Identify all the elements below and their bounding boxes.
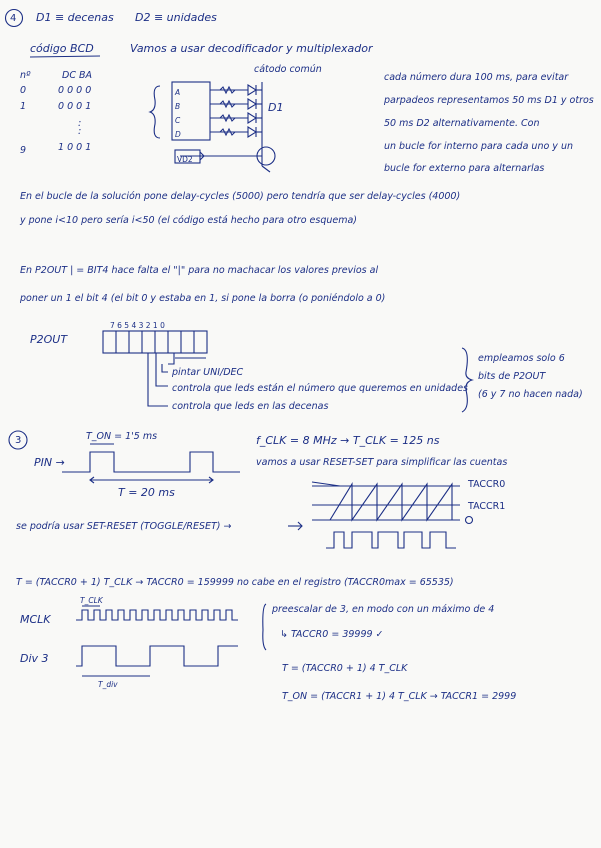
tclk-note: T_CLK <box>80 596 103 605</box>
mux-note-line: bucle for externo para alternarlas <box>384 163 545 174</box>
delay-line: poner un 1 el bit 4 (el bit 0 y estaba en 1, si pone la borra (o poniéndolo a 0) <box>20 293 386 304</box>
pin-label: PIN → <box>34 456 65 469</box>
section-4-number: 4 <box>10 13 17 24</box>
p2out-side: bits de P2OUT <box>478 371 546 382</box>
taccr0-value: ↳ TACCR0 = 39999 ✓ <box>280 629 384 640</box>
pin-b: B <box>175 102 181 111</box>
delay-line: y pone i<10 pero sería i<50 (el código está hecho para otro esquema) <box>20 215 358 226</box>
period-label: T = 20 ms <box>118 486 175 499</box>
delay-line: En P2OUT | = BIT4 hace falta el "|" para no machacar los valores previos al <box>20 265 379 276</box>
pin-waveform <box>62 452 240 472</box>
p2out-side: (6 y 7 no hacen nada) <box>478 389 583 400</box>
mux-note-line: cada número dura 100 ms, para evitar <box>384 72 569 83</box>
row-bits: 1 0 0 1 <box>58 142 92 153</box>
input-brace <box>150 86 160 138</box>
bcd-title: código BCD <box>30 42 94 55</box>
bit-numbers: 7 6 5 4 3 2 1 0 <box>110 321 165 330</box>
pin-d: D <box>175 130 181 139</box>
formula-taccr0: T = (TACCR0 + 1) T_CLK → TACCR0 = 159999 no cabe en el registro (TACCR0max = 65535) <box>16 577 454 588</box>
p2out-side: empleamos solo 6 <box>478 353 565 364</box>
col-n: nº <box>20 70 31 81</box>
p2out-label: P2OUT <box>30 333 68 346</box>
mux-note-line: un bucle for interno para cada uno y un <box>384 141 573 152</box>
d2-note: D2 ≡ unidades <box>135 11 217 24</box>
bcd-underline <box>30 56 100 57</box>
d1-display-label: D1 <box>268 101 284 114</box>
formula-ton: T_ON = (TACCR1 + 1) 4 T_CLK → TACCR1 = 2999 <box>282 691 517 702</box>
row-bits: 0 0 0 1 <box>58 101 92 112</box>
ton-label: T_ON = 1'5 ms <box>86 431 158 442</box>
pin-c: C <box>175 116 181 125</box>
row-n: 0 <box>20 85 27 96</box>
prescaler-note: preescalar de 3, en modo con un máximo de 4 <box>272 604 495 615</box>
mux-note-line: parpadeos representamos 50 ms D1 y otros <box>384 95 594 106</box>
fclk-label: f_CLK = 8 MHz → T_CLK = 125 ns <box>256 434 440 447</box>
p2out-item: controla que leds en las decenas <box>172 401 329 412</box>
vd2-label: VD2 <box>177 155 193 164</box>
catodo-label: cátodo común <box>254 64 322 75</box>
tdiv-note: T_div <box>98 680 118 689</box>
col-bits: DC BA <box>62 70 92 81</box>
row-n: 9 <box>20 145 27 156</box>
svg-text::: : <box>78 126 82 137</box>
delay-line: En el bucle de la solución pone delay-cycles (5000) pero tendría que ser delay-cycles (4000) <box>20 191 461 202</box>
timer-sawtooth <box>312 482 452 520</box>
reset-set-note: vamos a usar RESET-SET para simplificar las cuentas <box>256 457 508 468</box>
taccr1-label: TACCR1 <box>468 501 506 512</box>
mclk-waveform <box>76 610 238 620</box>
formula-period: T = (TACCR0 + 1) 4 T_CLK <box>282 663 408 674</box>
section-3-number: 3 <box>15 435 22 446</box>
p2out-item: pintar UNI/DEC <box>172 367 244 378</box>
svg-text::: : <box>78 118 82 129</box>
decoder-note: Vamos a usar decodificador y multiplexador <box>130 42 373 55</box>
set-reset-note: se podría usar SET-RESET (TOGGLE/RESET) → <box>16 521 232 532</box>
d1-note: D1 ≡ decenas <box>36 11 114 24</box>
pin-a: A <box>175 88 181 97</box>
row-bits: 0 0 0 0 <box>58 85 92 96</box>
div3-waveform <box>76 646 238 666</box>
row-n: 1 <box>20 101 27 112</box>
div3-label: Div 3 <box>20 652 49 665</box>
taccr0-label: TACCR0 <box>468 479 506 490</box>
mclk-label: MCLK <box>20 613 51 626</box>
p2out-item: controla que leds están el número que queremos en unidades <box>172 383 468 394</box>
mux-note-line: 50 ms D2 alternativamente. Con <box>384 118 540 129</box>
